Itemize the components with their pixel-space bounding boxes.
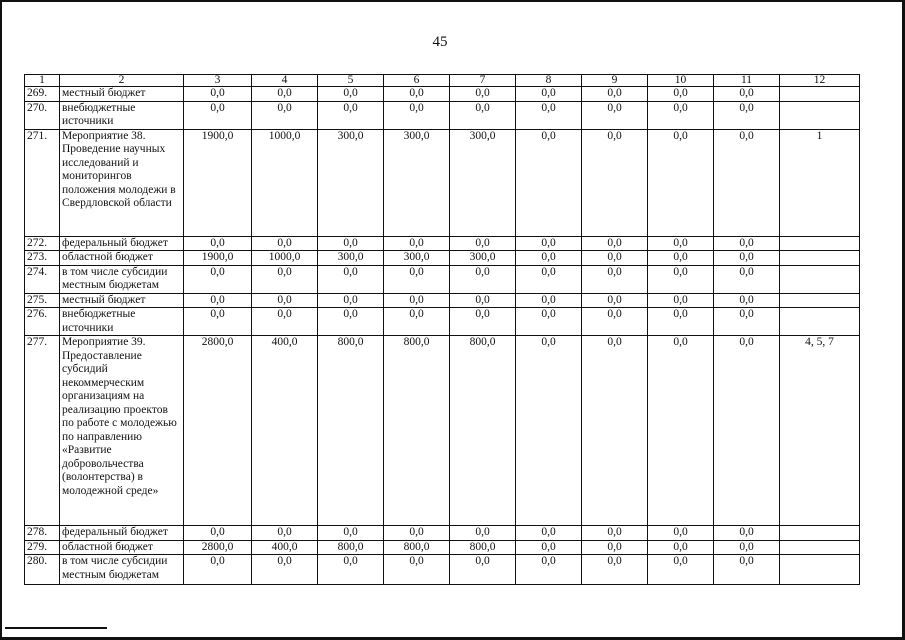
value-cell: 0,0 (714, 293, 780, 308)
value-cell: 0,0 (252, 526, 318, 541)
value-cell: 0,0 (648, 526, 714, 541)
row-name: местный бюджет (60, 87, 184, 102)
column-header: 5 (318, 75, 384, 87)
row-number: 269. (25, 87, 60, 102)
value-cell: 0,0 (184, 265, 252, 293)
value-cell: 0,0 (516, 336, 582, 526)
value-cell: 0,0 (252, 87, 318, 102)
value-cell: 0,0 (516, 308, 582, 336)
table-row (25, 293, 860, 308)
value-cell: 1900,0 (184, 129, 252, 236)
value-cell: 0,0 (318, 308, 384, 336)
value-cell: 0,0 (714, 101, 780, 129)
value-cell: 0,0 (714, 265, 780, 293)
row-number: 274. (25, 265, 60, 293)
row-name: областной бюджет (60, 540, 184, 555)
value-cell: 0,0 (516, 87, 582, 102)
value-cell: 0,0 (384, 308, 450, 336)
value-cell: 0,0 (714, 236, 780, 251)
value-cell: 0,0 (252, 101, 318, 129)
target-indicators-cell (780, 540, 860, 555)
column-header: 11 (714, 75, 780, 87)
value-cell: 0,0 (516, 236, 582, 251)
value-cell: 1900,0 (184, 251, 252, 266)
table-row (25, 251, 860, 266)
value-cell: 0,0 (648, 555, 714, 585)
value-cell: 300,0 (384, 251, 450, 266)
value-cell: 2800,0 (184, 540, 252, 555)
value-cell: 400,0 (252, 336, 318, 526)
value-cell: 0,0 (516, 293, 582, 308)
value-cell: 0,0 (582, 87, 648, 102)
value-cell: 400,0 (252, 540, 318, 555)
value-cell: 0,0 (384, 555, 450, 585)
value-cell: 800,0 (384, 540, 450, 555)
column-header: 7 (450, 75, 516, 87)
value-cell: 1000,0 (252, 129, 318, 236)
row-name: областной бюджет (60, 251, 184, 266)
value-cell: 0,0 (648, 101, 714, 129)
value-cell: 0,0 (582, 101, 648, 129)
value-cell: 0,0 (184, 526, 252, 541)
footnote-separator (5, 627, 107, 629)
value-cell: 800,0 (450, 336, 516, 526)
value-cell: 0,0 (252, 265, 318, 293)
value-cell: 1000,0 (252, 251, 318, 266)
column-header: 12 (780, 75, 860, 87)
value-cell: 0,0 (516, 129, 582, 236)
row-name: внебюджетные источники (60, 101, 184, 129)
value-cell: 0,0 (318, 87, 384, 102)
value-cell: 0,0 (714, 87, 780, 102)
value-cell: 0,0 (714, 308, 780, 336)
value-cell: 800,0 (318, 540, 384, 555)
value-cell: 0,0 (648, 293, 714, 308)
value-cell: 0,0 (384, 526, 450, 541)
row-name: федеральный бюджет (60, 236, 184, 251)
row-name: в том числе субсидии местным бюджетам (60, 555, 184, 585)
target-indicators-cell (780, 251, 860, 266)
row-number: 270. (25, 101, 60, 129)
value-cell: 0,0 (714, 555, 780, 585)
value-cell: 0,0 (516, 251, 582, 266)
row-number: 279. (25, 540, 60, 555)
value-cell: 0,0 (648, 308, 714, 336)
value-cell: 0,0 (516, 526, 582, 541)
row-name: в том числе субсидии местным бюджетам (60, 265, 184, 293)
page-number: 45 (432, 34, 448, 50)
value-cell: 0,0 (450, 265, 516, 293)
target-indicators-cell (780, 555, 860, 585)
value-cell: 0,0 (384, 87, 450, 102)
value-cell: 0,0 (184, 293, 252, 308)
value-cell: 0,0 (582, 555, 648, 585)
value-cell: 0,0 (516, 265, 582, 293)
target-indicators-cell (780, 87, 860, 102)
value-cell: 0,0 (252, 555, 318, 585)
value-cell: 0,0 (384, 101, 450, 129)
value-cell: 0,0 (582, 129, 648, 236)
value-cell: 0,0 (450, 526, 516, 541)
row-name: местный бюджет (60, 293, 184, 308)
value-cell: 0,0 (582, 526, 648, 541)
target-indicators-cell (780, 293, 860, 308)
column-header: 2 (60, 75, 184, 87)
table-row (25, 555, 860, 585)
value-cell: 0,0 (582, 336, 648, 526)
value-cell: 0,0 (384, 293, 450, 308)
value-cell: 0,0 (582, 308, 648, 336)
value-cell: 800,0 (450, 540, 516, 555)
row-name: внебюджетные источники (60, 308, 184, 336)
row-number: 275. (25, 293, 60, 308)
row-number: 278. (25, 526, 60, 541)
row-number: 277. (25, 336, 60, 526)
row-number: 280. (25, 555, 60, 585)
value-cell: 0,0 (648, 336, 714, 526)
target-indicators-cell (780, 236, 860, 251)
value-cell: 0,0 (252, 293, 318, 308)
value-cell: 0,0 (582, 293, 648, 308)
value-cell: 0,0 (450, 555, 516, 585)
table-row (25, 129, 860, 236)
target-indicators-cell (780, 526, 860, 541)
value-cell: 800,0 (318, 336, 384, 526)
target-indicators-cell (780, 308, 860, 336)
page-border-top (0, 0, 905, 2)
value-cell: 0,0 (648, 540, 714, 555)
table-row (25, 336, 860, 526)
value-cell: 0,0 (184, 555, 252, 585)
target-indicators-cell: 1 (780, 129, 860, 236)
value-cell: 0,0 (648, 87, 714, 102)
column-header: 6 (384, 75, 450, 87)
value-cell: 300,0 (318, 129, 384, 236)
value-cell: 0,0 (318, 101, 384, 129)
table-row (25, 87, 860, 102)
value-cell: 0,0 (184, 101, 252, 129)
value-cell: 0,0 (516, 101, 582, 129)
value-cell: 0,0 (582, 236, 648, 251)
value-cell: 0,0 (318, 526, 384, 541)
value-cell: 0,0 (714, 251, 780, 266)
table-row (25, 236, 860, 251)
column-header: 10 (648, 75, 714, 87)
value-cell: 0,0 (318, 293, 384, 308)
target-indicators-cell (780, 101, 860, 129)
value-cell: 0,0 (450, 308, 516, 336)
budget-table (24, 74, 860, 585)
value-cell: 0,0 (252, 308, 318, 336)
value-cell: 300,0 (384, 129, 450, 236)
value-cell: 0,0 (450, 293, 516, 308)
table-row (25, 101, 860, 129)
value-cell: 0,0 (318, 555, 384, 585)
value-cell: 0,0 (184, 236, 252, 251)
table-row (25, 308, 860, 336)
value-cell: 300,0 (450, 129, 516, 236)
table-row (25, 526, 860, 541)
column-header: 1 (25, 75, 60, 87)
value-cell: 300,0 (318, 251, 384, 266)
value-cell: 0,0 (648, 236, 714, 251)
value-cell: 800,0 (384, 336, 450, 526)
column-header: 3 (184, 75, 252, 87)
row-number: 271. (25, 129, 60, 236)
target-indicators-cell: 4, 5, 7 (780, 336, 860, 526)
value-cell: 0,0 (648, 129, 714, 236)
value-cell: 0,0 (648, 265, 714, 293)
column-header: 9 (582, 75, 648, 87)
row-number: 276. (25, 308, 60, 336)
table-row (25, 540, 860, 555)
value-cell: 0,0 (516, 540, 582, 555)
value-cell: 0,0 (714, 526, 780, 541)
value-cell: 0,0 (184, 87, 252, 102)
value-cell: 0,0 (184, 308, 252, 336)
value-cell: 0,0 (648, 251, 714, 266)
value-cell: 0,0 (450, 236, 516, 251)
value-cell: 0,0 (318, 265, 384, 293)
page-border-left (0, 0, 2, 640)
row-name: Мероприятие 39. Предоставление субсидий некоммерческим организациям на реализацию проектов по работе с молодежью по направлению «Развитие добровольчества (волонтерства) в молодежной среде» (60, 336, 184, 526)
value-cell: 0,0 (582, 251, 648, 266)
row-number: 273. (25, 251, 60, 266)
value-cell: 0,0 (384, 236, 450, 251)
value-cell: 0,0 (384, 265, 450, 293)
value-cell: 2800,0 (184, 336, 252, 526)
target-indicators-cell (780, 265, 860, 293)
row-name: федеральный бюджет (60, 526, 184, 541)
value-cell: 0,0 (252, 236, 318, 251)
column-header: 4 (252, 75, 318, 87)
value-cell: 300,0 (450, 251, 516, 266)
value-cell: 0,0 (318, 236, 384, 251)
value-cell: 0,0 (582, 540, 648, 555)
header-row (25, 75, 860, 87)
column-header: 8 (516, 75, 582, 87)
value-cell: 0,0 (714, 129, 780, 236)
row-name: Мероприятие 38. Проведение научных исследований и мониторингов положения молодежи в Свердловской области (60, 129, 184, 236)
value-cell: 0,0 (582, 265, 648, 293)
row-number: 272. (25, 236, 60, 251)
value-cell: 0,0 (714, 540, 780, 555)
value-cell: 0,0 (450, 87, 516, 102)
table-row (25, 265, 860, 293)
value-cell: 0,0 (714, 336, 780, 526)
value-cell: 0,0 (450, 101, 516, 129)
value-cell: 0,0 (516, 555, 582, 585)
